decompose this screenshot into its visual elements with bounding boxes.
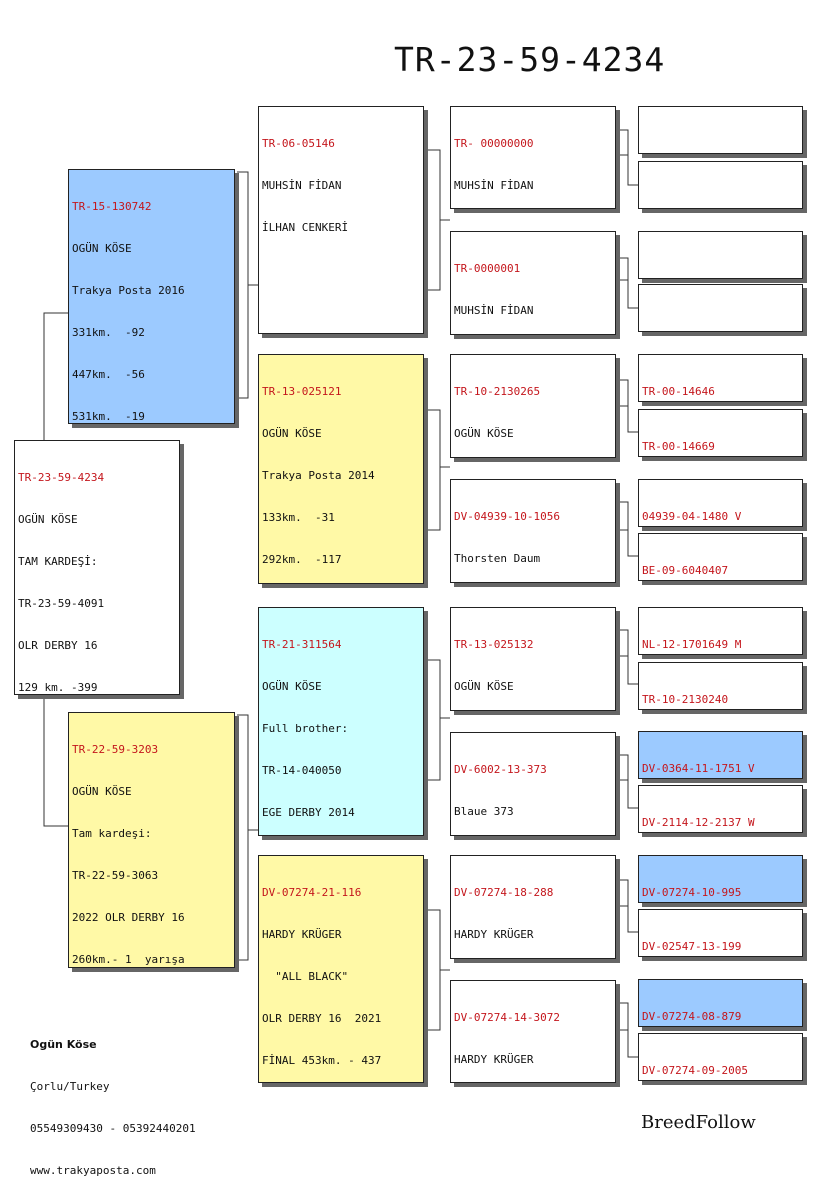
ggp-card-dds xyxy=(450,855,616,959)
card-line: 129 km. -399 xyxy=(18,681,98,694)
card-line: MUHSİN FİDAN xyxy=(454,179,534,192)
g5-card xyxy=(638,354,803,402)
card-line: HARDY KRÜGER xyxy=(262,928,342,941)
ring-number: TR-10-2130240 xyxy=(642,693,729,706)
ring-number: DV-07274-09-2005 xyxy=(642,1064,748,1077)
card-line: Trakya Posta 2014 xyxy=(262,469,375,482)
ggp-card-sds xyxy=(450,354,616,458)
g5-card xyxy=(638,409,803,457)
card-line: OGÜN KÖSE xyxy=(18,513,78,526)
g5-card xyxy=(638,909,803,957)
owner-location: Çorlu/Turkey xyxy=(30,1080,110,1093)
card-line: TR-22-59-3063 xyxy=(72,869,159,882)
ring-number: DV-07274-21-116 xyxy=(262,886,362,899)
card-line: EGE DERBY 2014 xyxy=(262,806,355,819)
g5-card xyxy=(638,662,803,710)
g5-card xyxy=(638,284,803,332)
card-line: 292km. -117 xyxy=(262,553,342,566)
card-line: HARDY KRÜGER xyxy=(454,1053,534,1066)
g5-card xyxy=(638,479,803,527)
card-line: HARDY KRÜGER xyxy=(454,928,534,941)
card-line: Trakya Posta 2016 xyxy=(72,284,185,297)
card-line: OGÜN KÖSE xyxy=(454,427,514,440)
card-line: Tam kardeşi: xyxy=(72,827,152,840)
pedigree-title: TR-23-59-4234 xyxy=(394,40,666,79)
ggp-card-ddd xyxy=(450,980,616,1083)
ggp-card-ssd xyxy=(450,231,616,335)
card-line: MUHSİN FİDAN xyxy=(454,304,534,317)
owner-name: Ogün Köse xyxy=(30,1038,97,1051)
owner-phone: 05549309430 - 05392440201 xyxy=(30,1122,196,1135)
card-line: FİNAL 453km. - 437 xyxy=(262,1054,382,1067)
ring-number: DV-02547-13-199 xyxy=(642,940,742,953)
g5-card xyxy=(638,785,803,833)
ring-number: TR-23-59-4234 xyxy=(18,471,105,484)
card-line: 447km. -56 xyxy=(72,368,145,381)
ring-number: TR-10-2130265 xyxy=(454,385,541,398)
dam-card xyxy=(68,712,235,968)
ring-number: DV-07274-14-3072 xyxy=(454,1011,560,1024)
ggp-card-sdd xyxy=(450,479,616,583)
ring-number: TR-13-025121 xyxy=(262,385,342,398)
ring-number: TR-13-025132 xyxy=(454,638,534,651)
ring-number: TR- 00000000 xyxy=(454,137,534,150)
card-line: TR-14-040050 xyxy=(262,764,342,777)
ring-number: DV-6002-13-373 xyxy=(454,763,547,776)
owner-info xyxy=(30,1010,196,1192)
g5-card xyxy=(638,533,803,581)
g5-card xyxy=(638,731,803,779)
ring-number: TR-00-14669 xyxy=(642,440,715,453)
card-line: OGÜN KÖSE xyxy=(262,680,322,693)
ring-number: 04939-04-1480 V xyxy=(642,510,742,523)
g5-card xyxy=(638,161,803,209)
card-line: TR-23-59-4091 xyxy=(18,597,105,610)
ring-number: BE-09-6040407 xyxy=(642,564,729,577)
card-line: OGÜN KÖSE xyxy=(72,242,132,255)
owner-website: www.trakyaposta.com xyxy=(30,1164,156,1177)
subject-pigeon-card xyxy=(14,440,180,695)
ggp-card-dss xyxy=(450,607,616,711)
brand-logo: BreedFollow xyxy=(641,1112,756,1133)
ring-number: DV-07274-18-288 xyxy=(454,886,554,899)
ring-number: TR-15-130742 xyxy=(72,200,152,213)
ggp-card-dsd xyxy=(450,732,616,836)
card-line: OLR DERBY 16 2021 xyxy=(262,1012,382,1025)
g5-card xyxy=(638,607,803,655)
ring-number: NL-12-1701649 M xyxy=(642,638,742,651)
dam-dam-card xyxy=(258,855,424,1083)
ring-number: TR-22-59-3203 xyxy=(72,743,159,756)
g5-card xyxy=(638,106,803,154)
card-line: OGÜN KÖSE xyxy=(454,680,514,693)
ring-number: DV-04939-10-1056 xyxy=(454,510,560,523)
dam-sire-card xyxy=(258,607,424,836)
card-line: 133km. -31 xyxy=(262,511,335,524)
ring-number: TR-21-311564 xyxy=(262,638,342,651)
sire-sire-card xyxy=(258,106,424,334)
card-line: 531km. -19 xyxy=(72,410,145,423)
card-line: MUHSİN FİDAN xyxy=(262,179,342,192)
card-line: 260km.- 1 yarışa xyxy=(72,953,185,966)
ring-number: TR-06-05146 xyxy=(262,137,335,150)
card-line: İLHAN CENKERİ xyxy=(262,221,349,234)
g5-card xyxy=(638,979,803,1027)
card-line: OGÜN KÖSE xyxy=(72,785,132,798)
card-line: OLR DERBY 16 xyxy=(18,639,98,652)
card-line: OGÜN KÖSE xyxy=(262,427,322,440)
card-line: TAM KARDEŞİ: xyxy=(18,555,98,568)
ring-number: TR-00-14646 xyxy=(642,385,715,398)
ring-number: TR-0000001 xyxy=(454,262,521,275)
card-line: Full brother: xyxy=(262,722,349,735)
card-line: Thorsten Daum xyxy=(454,552,541,565)
ring-number: DV-07274-10-995 xyxy=(642,886,742,899)
card-line: 2022 OLR DERBY 16 xyxy=(72,911,185,924)
card-line: "ALL BLACK" xyxy=(262,970,349,983)
g5-card xyxy=(638,1033,803,1081)
card-line: 331km. -92 xyxy=(72,326,145,339)
sire-card xyxy=(68,169,235,424)
ggp-card-sss xyxy=(450,106,616,209)
ring-number: DV-2114-12-2137 W xyxy=(642,816,755,829)
g5-card xyxy=(638,231,803,279)
sire-dam-card xyxy=(258,354,424,584)
ring-number: DV-07274-08-879 xyxy=(642,1010,742,1023)
ring-number: DV-0364-11-1751 V xyxy=(642,762,755,775)
g5-card xyxy=(638,855,803,903)
card-line: Blaue 373 xyxy=(454,805,514,818)
